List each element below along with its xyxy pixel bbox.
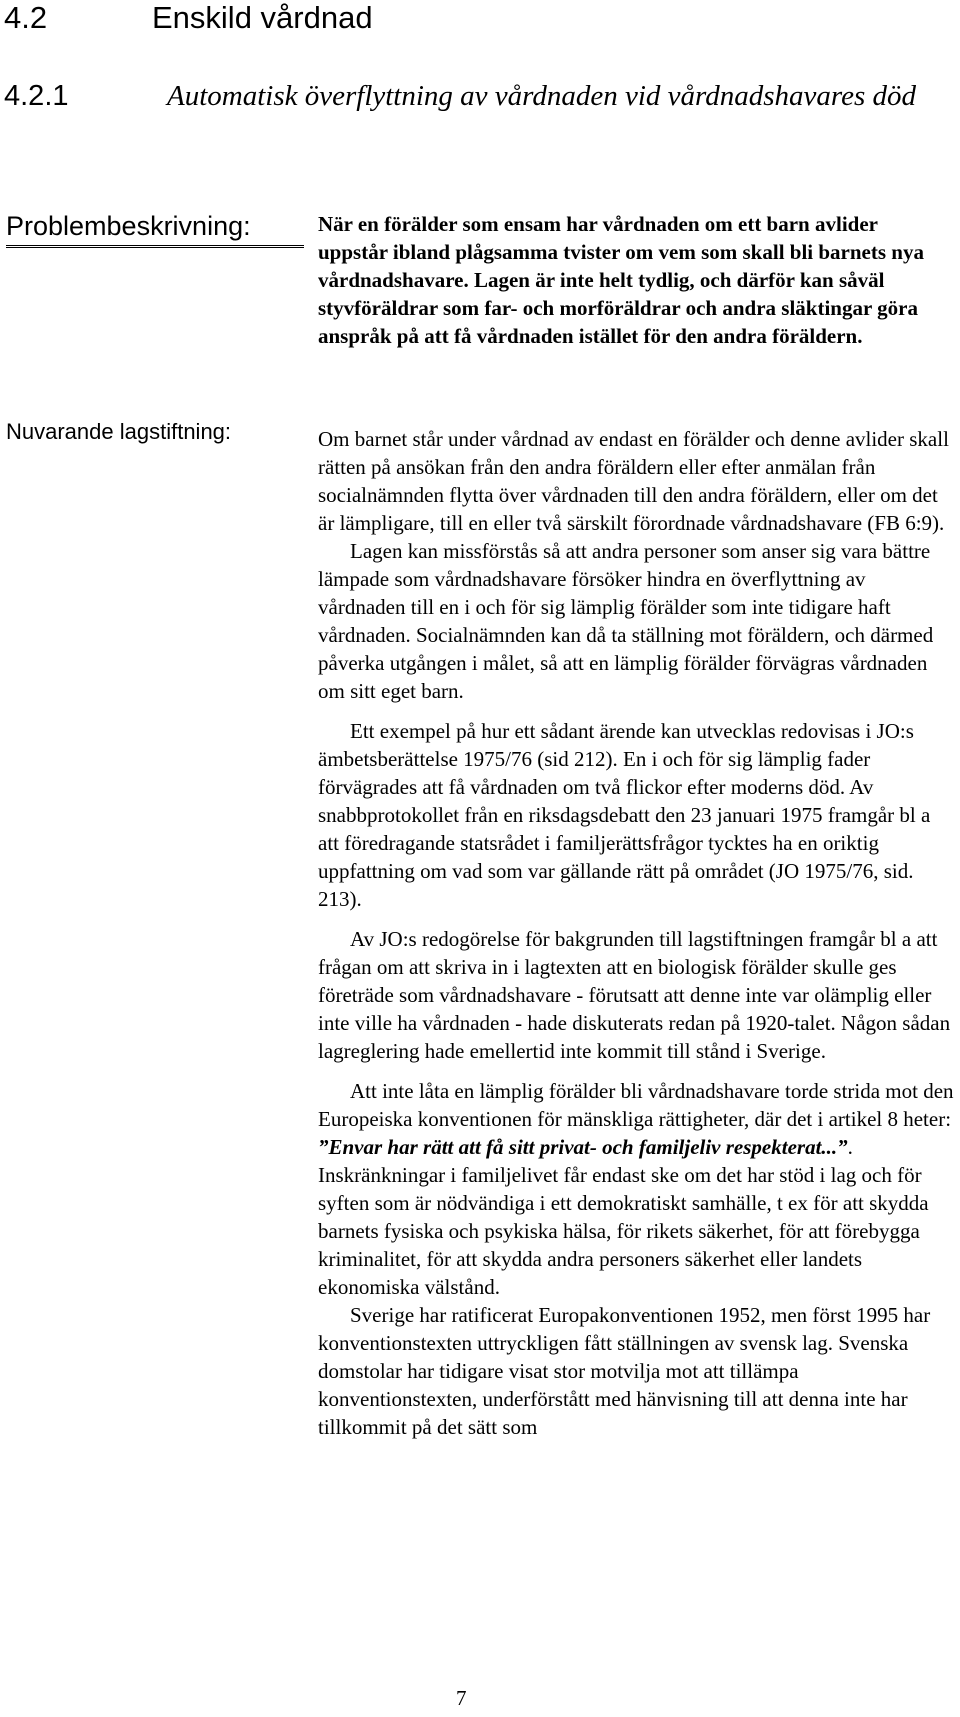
body-text	[318, 425, 954, 1441]
subsection-number: 4.2.1	[4, 80, 69, 112]
paragraph-1: Om barnet står under vårdnad av endast en förälder och denne avlider skall rätten på ansökan från den andra föräldern eller efter anmälan från socialnämnden flytta över vårdnaden till den andra föräldern, eller om det är lämpligare, till en eller två särskilt förordnade vårdnadshavare (FB 6:9).	[318, 427, 949, 535]
paragraph-2: Lagen kan missförstås så att andra personer som anser sig vara bättre lämpade som vårdnadshavare försöker hindra en överflyttning av vårdnaden till en i och för sig lämplig förälder som inte tidigare haft vårdnaden. Socialnämnden kan då ta ställning mot föräldern, och därmed påverka utgången i målet, så att en lämplig förälder förvägras vårdnaden om sitt eget barn.	[318, 539, 934, 703]
problem-label: Problembeskrivning:	[6, 211, 251, 241]
subsection-title: Automatisk överflyttning av vårdnaden vid vårdnadshavares död	[167, 80, 917, 112]
current-law-label: Nuvarande lagstiftning:	[6, 419, 232, 444]
paragraph-4: Av JO:s redogörelse för bakgrunden till lagstiftningen framgår bl a att frågan om att skriva in i lagtexten att en biologisk förälder skulle ges företräde som vårdnadshavare - förutsatt att denne inte var olämplig eller inte ville ha vårdnaden - hade diskuterats redan på 1920-talet. Någon sådan lagreglering hade emellertid inte kommit till stånd i Sverige.	[318, 927, 951, 1063]
subsection-heading	[4, 78, 944, 115]
page-number: 7	[456, 1686, 467, 1710]
paragraph-3: Ett exempel på hur ett sådant ärende kan utvecklas redovisas i JO:s ämbetsberättelse 1975/76 (sid 212). En i och för sig lämplig fader förvägrades att få vårdnaden om två flickor efter moderns död. Av snabbprotokollet från en riksdagsdebatt den 23 januari 1975 framgår bl a att föredragande statsrådet i familjerättsfrågor tycktes ha en oriktig uppfattning om vad som var gällande rätt på området (JO 1975/76, sid. 213).	[318, 719, 931, 911]
paragraph-5	[318, 1077, 954, 1301]
convention-quote: ”Envar har rätt att få sitt privat- och familjeliv respekterat...”	[318, 1135, 848, 1159]
section-heading	[4, 0, 373, 38]
paragraph-5-end: . Inskränkningar i familjelivet får endast ske om det har stöd i lag och för syften som är nödvändiga i ett demokratiskt samhälle, t ex för att skydda barnets fysiska och psykiska hälsa, för rikets säkerhet, för att förebygga kriminalitet, för att skydda andra personers säkerhet eller landets ekonomiska välstånd.	[318, 1135, 929, 1299]
paragraph-6: Sverige har ratificerat Europakonventionen 1952, men först 1995 har konventionstexten uttryckligen fått ställningen av svensk lag. Svenska domstolar har tidigare visat stor motvilja mot att tillämpa konventionstexten, underförstått med hänvisning till att denna inte har tillkommit på det sätt som	[318, 1303, 931, 1439]
section-number: 4.2	[4, 0, 48, 35]
problem-label-underline	[6, 245, 304, 248]
section-title: Enskild vårdnad	[152, 0, 373, 35]
paragraph-5-start: Att inte låta en lämplig förälder bli vårdnadshavare torde strida mot den Europeiska konventionen för mänskliga rättigheter, där det i artikel 8 heter:	[318, 1079, 954, 1131]
problem-description: När en förälder som ensam har vårdnaden om ett barn avlider uppstår ibland plågsamma tvister om vem som skall bli barnets nya vårdnadshavare. Lagen är inte helt tydlig, och därför kan såväl styvföräldrar som far- och morföräldrar och andra släktingar göra anspråk på att få vårdnaden istället för den andra föräldern.	[318, 212, 924, 348]
